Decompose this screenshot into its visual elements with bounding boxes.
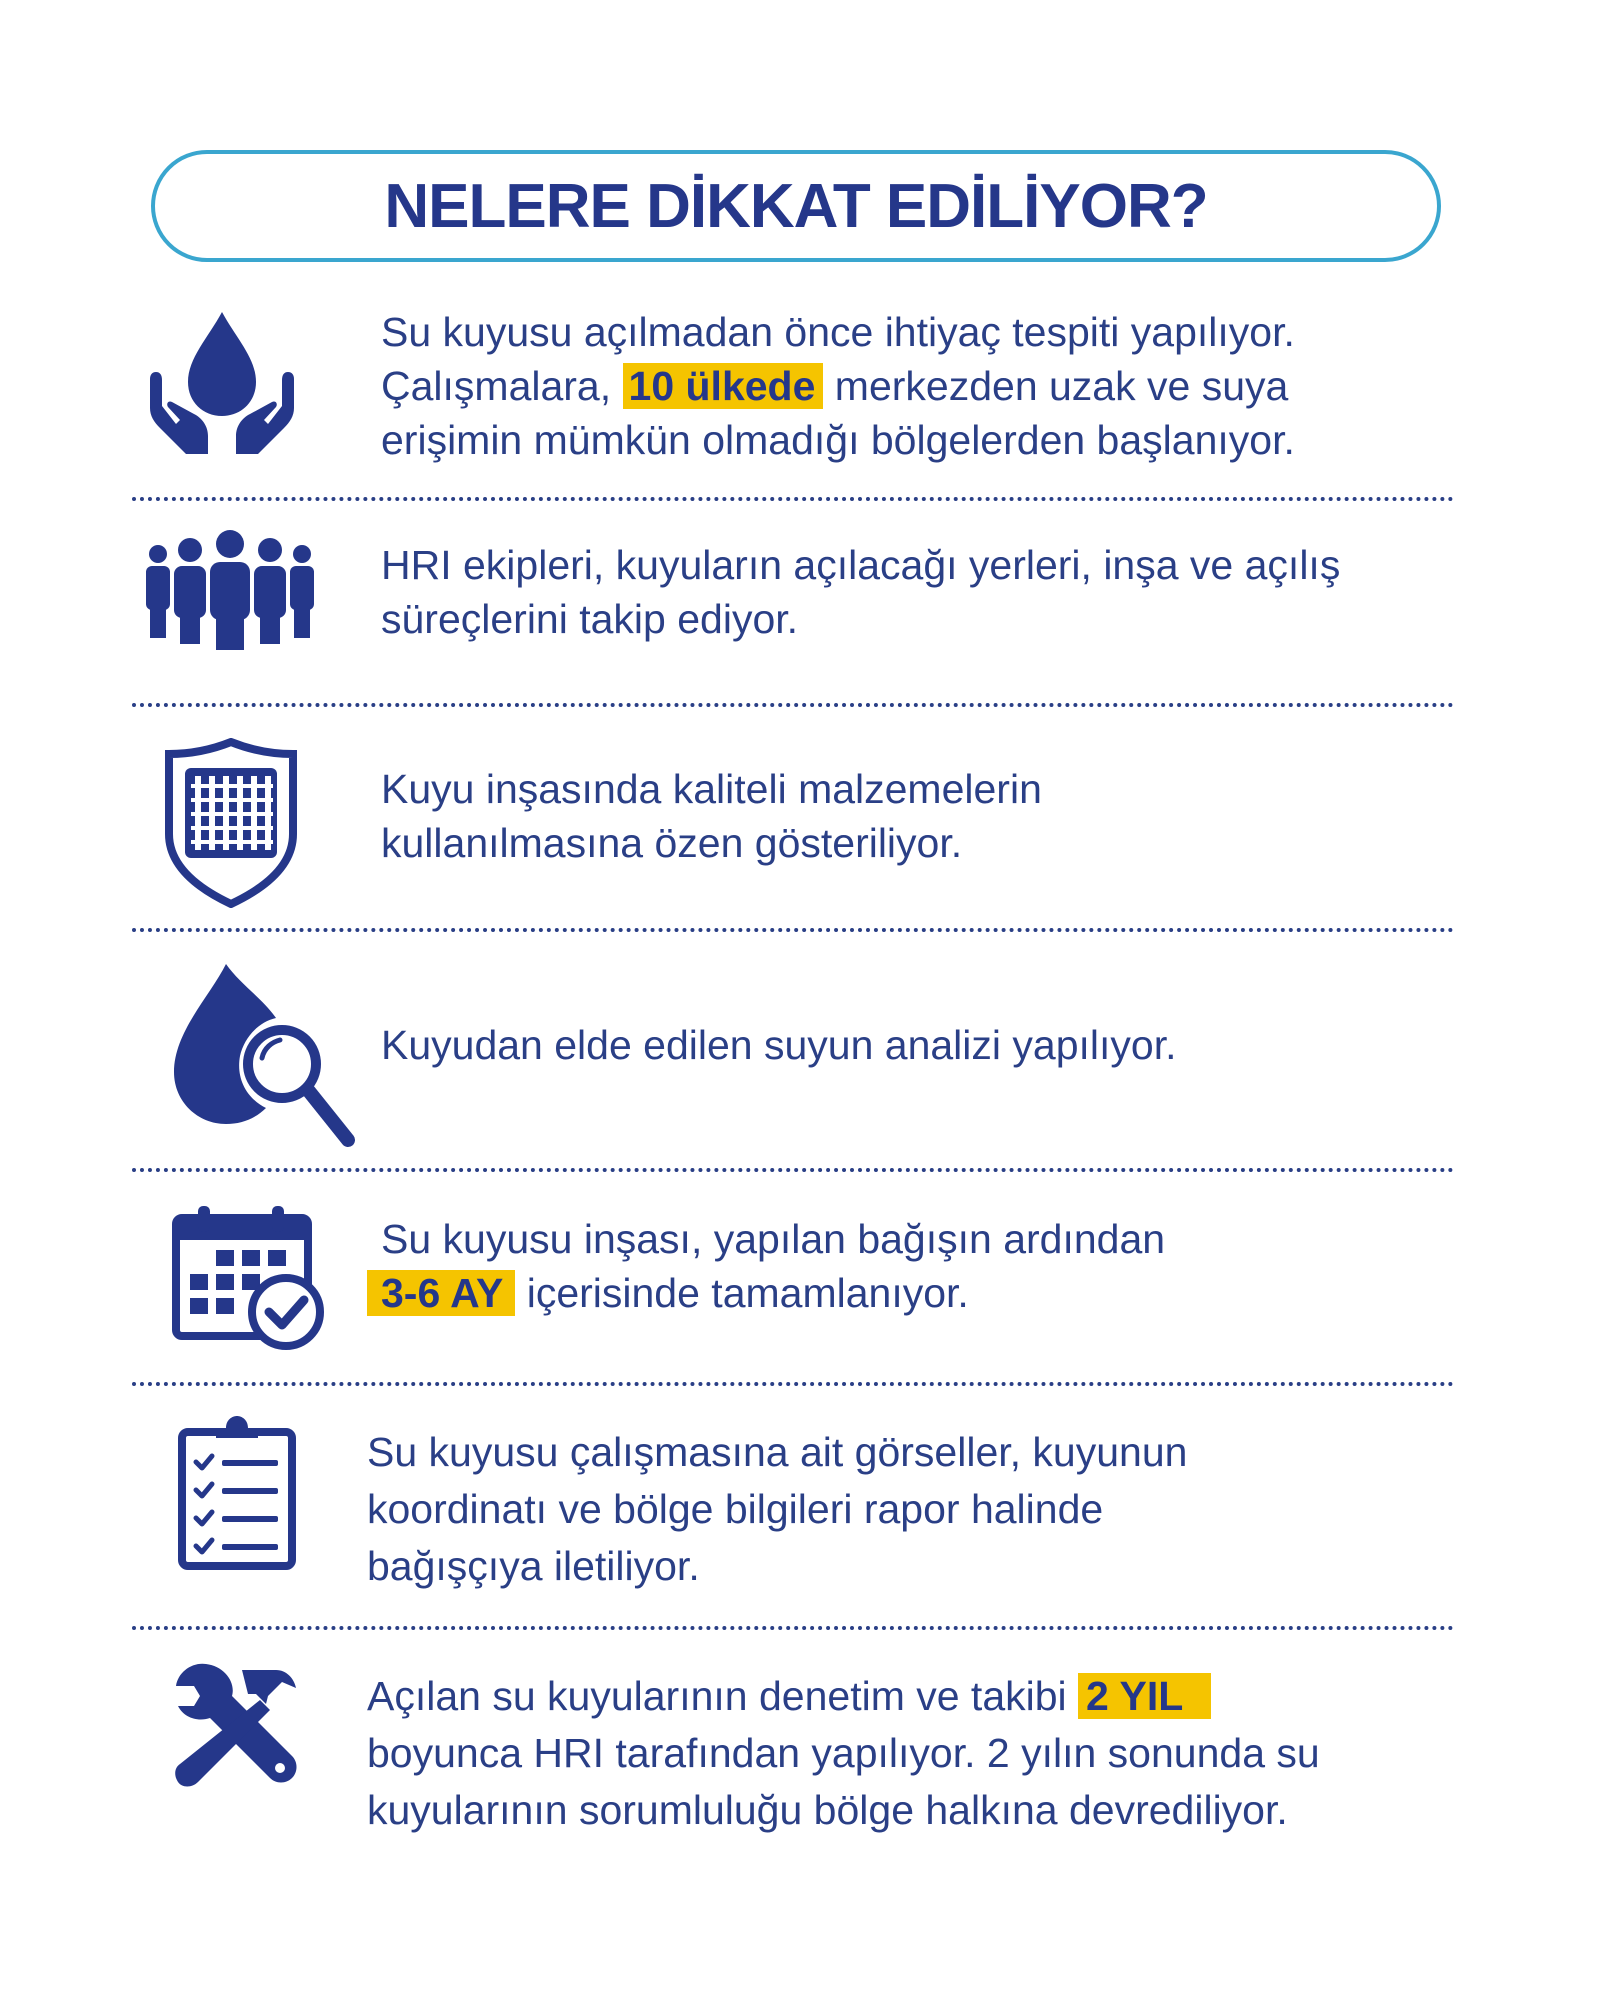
shield-grid-icon xyxy=(163,738,299,908)
item-text: Su kuyusu çalışmasına ait görseller, kuyunun koordinatı ve bölge bilgileri rapor halinde bağışçıya iletiliyor. xyxy=(367,1429,1188,1589)
wrench-hammer-icon xyxy=(172,1660,302,1790)
item-text: Açılan su kuyularının denetim ve takibi 2 YIL boyunca HRI tarafından yapılıyor. 2 yılın sonunda su kuyularının sorumluluğu bölge halkına devrediliyor. xyxy=(367,1673,1320,1833)
divider xyxy=(132,1626,1454,1630)
title-banner xyxy=(151,150,1441,262)
divider xyxy=(132,1382,1454,1386)
divider xyxy=(132,497,1454,501)
calendar-check-icon xyxy=(172,1204,326,1350)
item-text: Kuyu inşasında kaliteli malzemelerin kullanılmasına özen gösteriliyor. xyxy=(381,766,1042,866)
item-text: Su kuyusu inşası, yapılan bağışın ardından 3-6 AY içerisinde tamamlanıyor. xyxy=(381,1212,1165,1320)
page-title: NELERE DİKKAT EDİLİYOR? xyxy=(384,171,1208,241)
item-text: Kuyudan elde edilen suyun analizi yapılıyor. xyxy=(381,1022,1177,1068)
hands-water-drop-icon xyxy=(148,308,296,458)
highlight-badge: 2 YIL xyxy=(1078,1673,1211,1719)
divider xyxy=(132,703,1454,707)
divider xyxy=(132,1168,1454,1172)
divider xyxy=(132,928,1454,932)
highlight-badge: 3-6 AY xyxy=(367,1270,515,1316)
clipboard-checklist-icon xyxy=(178,1416,296,1570)
team-people-icon xyxy=(144,530,316,650)
highlight-badge: 10 ülkede xyxy=(623,363,824,409)
item-text: Su kuyusu açılmadan önce ihtiyaç tespiti yapılıyor. Çalışmalara, 10 ülkede merkezden uzak ve suya erişimin mümkün olmadığı bölgelerden başlanıyor. xyxy=(381,309,1295,463)
item-text: HRI ekipleri, kuyuların açılacağı yerleri, inşa ve açılış süreçlerini takip ediyor. xyxy=(381,542,1341,642)
water-drop-magnifier-icon xyxy=(170,962,358,1148)
